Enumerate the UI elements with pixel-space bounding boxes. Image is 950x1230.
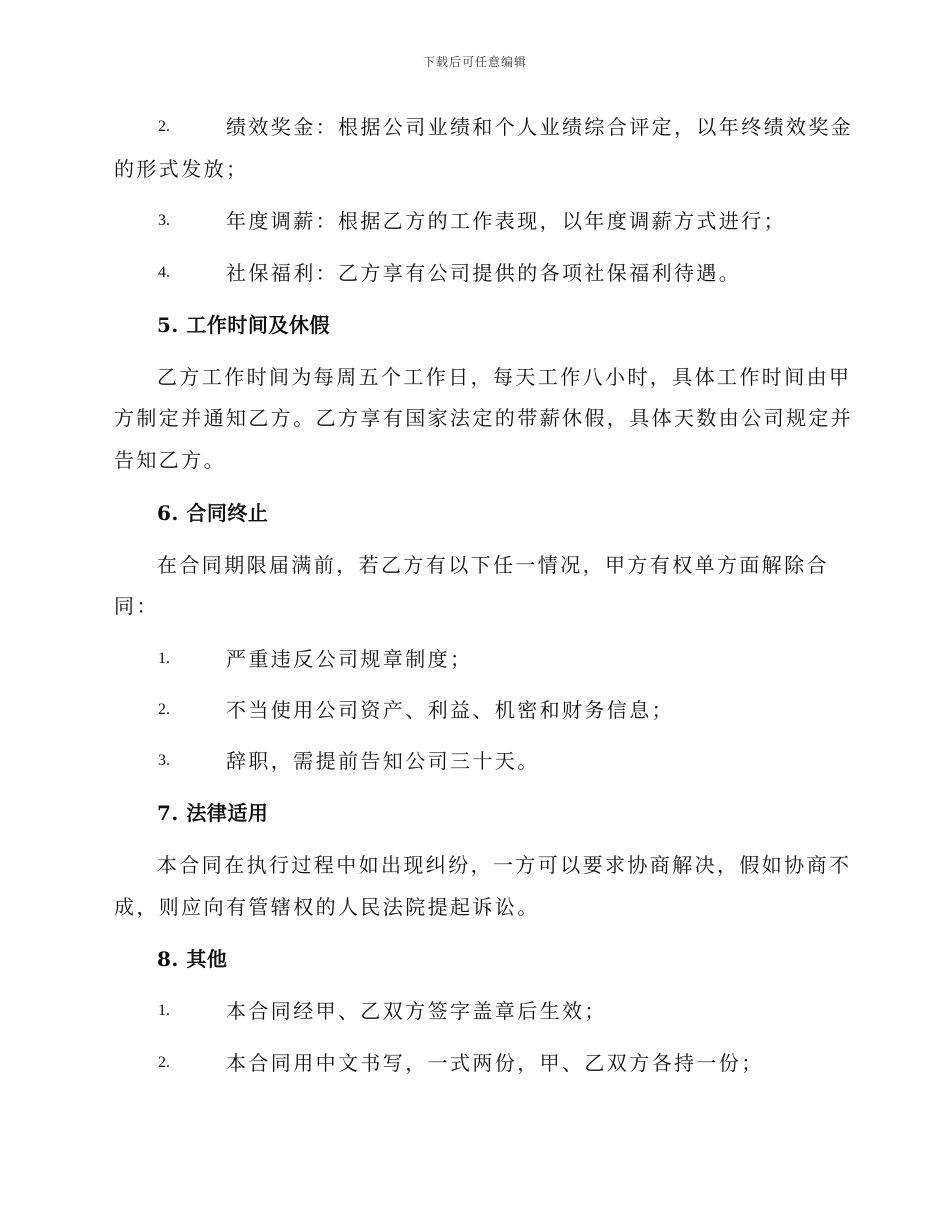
item-text: 本合同用中文书写，一式两份，甲、乙双方各持一份； xyxy=(226,1051,764,1075)
paragraph-line: 在合同期限届满前，若乙方有以下任一情况，甲方有权单方面解除合 xyxy=(157,553,829,577)
section-heading: 7. 法律适用 xyxy=(157,801,269,825)
paragraph-line: 方制定并通知乙方。乙方享有国家法定的带薪休假，具体天数由公司规定并 xyxy=(114,406,854,430)
item-text: 年度调薪：根据乙方的工作表现，以年度调薪方式进行； xyxy=(226,209,786,233)
item-text: 辞职，需提前告知公司三十天。 xyxy=(226,749,540,773)
paragraph-line: 成，则应向有管辖权的人民法院提起诉讼。 xyxy=(114,895,540,919)
item-text: 绩效奖金：根据公司业绩和个人业绩综合评定，以年终绩效奖金 xyxy=(226,115,854,139)
item-number: 1. xyxy=(158,1002,170,1019)
page-header: 下载后可任意编辑 xyxy=(422,55,527,69)
item-text: 本合同经甲、乙双方签字盖章后生效； xyxy=(226,999,607,1023)
section-heading: 8. 其他 xyxy=(157,947,228,971)
section-heading: 5. 工作时间及休假 xyxy=(157,313,330,337)
paragraph-line: 告知乙方。 xyxy=(114,448,226,472)
paragraph-line: 本合同在执行过程中如出现纠纷，一方可以要求协商解决，假如协商不 xyxy=(157,853,852,877)
item-number: 2. xyxy=(158,118,170,135)
section-heading: 6. 合同终止 xyxy=(157,501,269,525)
item-number: 2. xyxy=(158,1054,170,1071)
item-number: 1. xyxy=(158,650,170,667)
item-continuation: 的形式发放； xyxy=(114,157,249,181)
item-text: 社保福利：乙方享有公司提供的各项社保福利待遇。 xyxy=(226,261,742,285)
item-number: 4. xyxy=(158,264,170,281)
paragraph-line: 同： xyxy=(114,594,159,618)
item-text: 严重违反公司规章制度； xyxy=(226,647,473,671)
item-number: 2. xyxy=(158,701,170,718)
item-number: 3. xyxy=(158,752,170,769)
paragraph-line: 乙方工作时间为每周五个工作日，每天工作八小时，具体工作时间由甲 xyxy=(157,365,852,389)
item-text: 不当使用公司资产、利益、机密和财务信息； xyxy=(226,698,674,722)
item-number: 3. xyxy=(158,212,170,229)
